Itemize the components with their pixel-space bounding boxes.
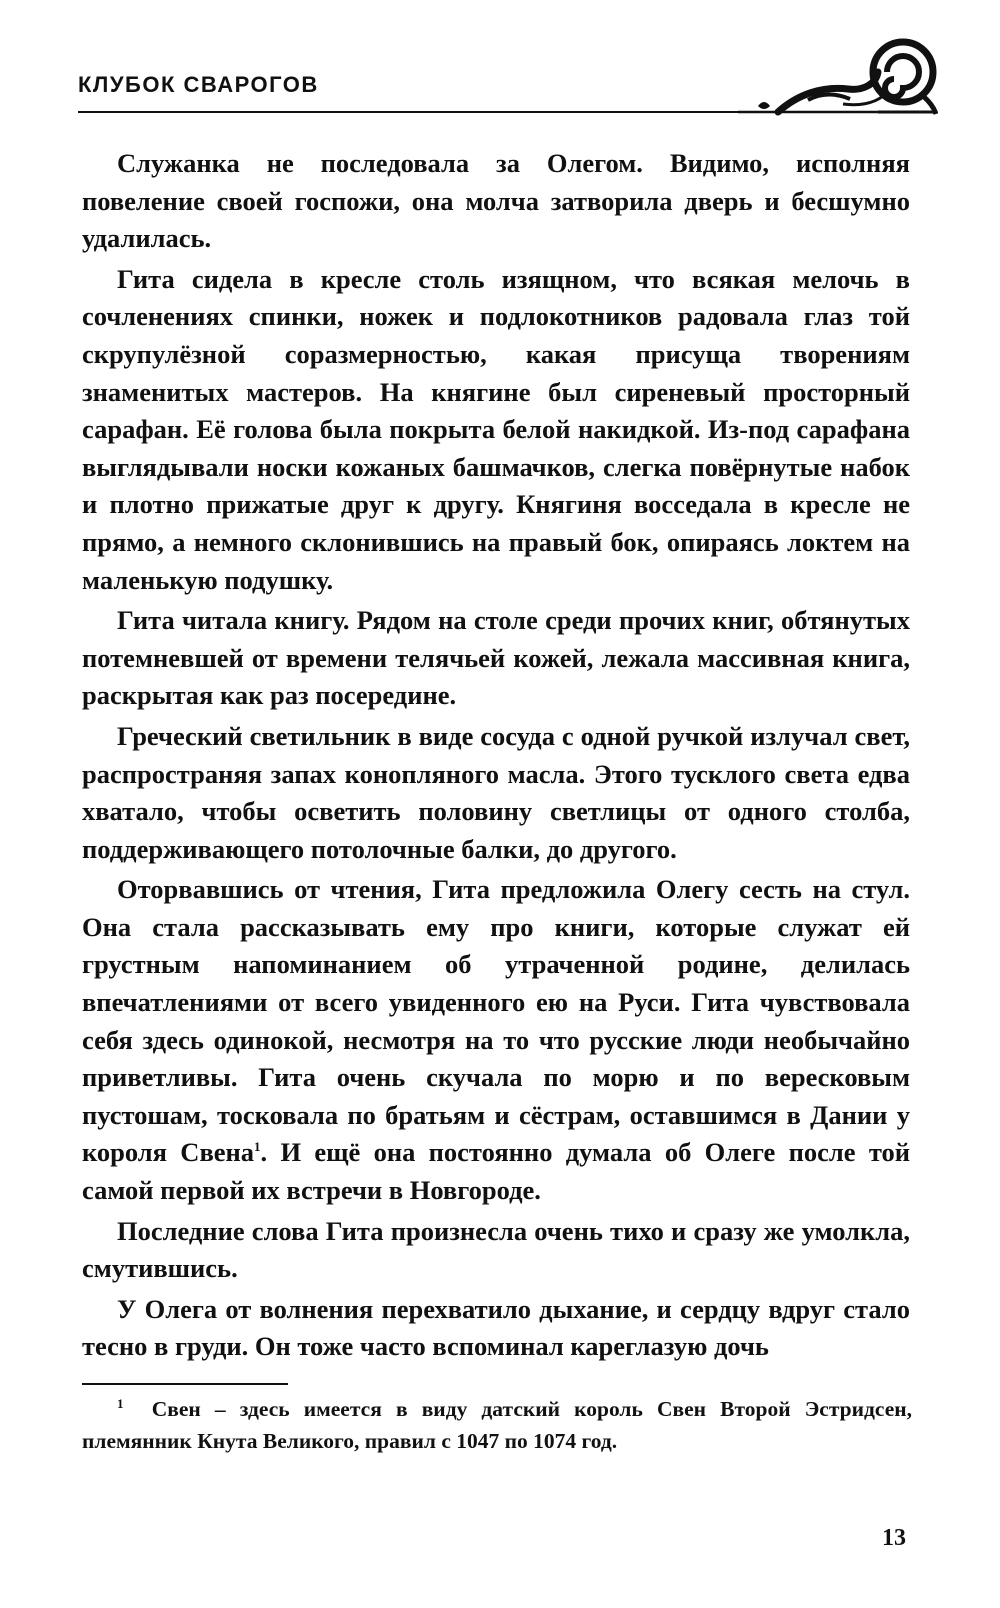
footnote-reference: 1 [254, 1139, 261, 1155]
page-number: 13 [882, 1525, 906, 1551]
footnote-text [82, 1393, 912, 1457]
paragraph: Служанка не последовала за Олегом. Видимо, исполняя повеление своей госпожи, она молча затворила дверь и бесшумно удалилась. [82, 148, 910, 254]
footnote-marker: 1 [117, 1395, 124, 1411]
paragraph: Гита читала книгу. Рядом на столе среди прочих книг, обтянутых потемневшей от времени телячьей кожей, лежала массивная книга, раскрытая как раз посередине. [82, 605, 910, 711]
footnote-body: Свен – здесь имеется в виду датский король Свен Второй Эстридсен, племянник Кнута Великого, правил с 1047 по 1074 год. [82, 1397, 912, 1453]
paragraph-text: Оторвавшись от чтения, Гита предложила Олегу сесть на стул. Она стала рассказывать ему про книги, которые служат ей грустным напоминанием об утраченной родине, делилась впечатлениями от всего увиденного ею на Руси. Гита чувствовала себя здесь одинокой, несмотря на то что русские люди необычайно приветливы. Гита очень скучала по морю и по вересковым пустошам, тосковала по братьям и сёстрам, оставшимся в Дании у короля Свена [82, 874, 910, 1168]
paragraph [82, 871, 910, 1209]
paragraph: Гита сидела в кресле столь изящном, что всякая мелочь в сочленениях спинки, ножек и подлокотников радовала глаз той скрупулёзной соразмерностью, какая присуща творениям знаменитых мастеров. На княгине был сиреневый просторный сарафан. Её голова была покрыта белой накидкой. Из-под сарафана выглядывали носки кожаных башмачков, слегка повёрнутые набок и плотно прижатые друг к другу. Княгиня восседала в кресле не прямо, а немного склонившись на правый бок, опираясь локтем на маленькую подушку. [82, 263, 910, 595]
paragraph: Греческий светильник в виде сосуда с одной ручкой излучал свет, распространяя запах конопляного масла. Этого тусклого света едва хватало, чтобы осветить половину светлицы от одного столба, поддерживающего потолочные балки, до другого. [82, 720, 910, 864]
header-rule [78, 111, 758, 113]
scroll-ornament-icon [738, 34, 938, 119]
running-head [78, 64, 933, 120]
body-text [82, 145, 910, 1369]
paragraph: Последние слова Гита произнесла очень тихо и сразу же умолкла, смутившись. [82, 1215, 910, 1284]
footnote-rule [82, 1383, 288, 1385]
paragraph-text-tail: . И ещё она постоянно думала об Олеге после той самой первой их встречи в Новгороде. [82, 1137, 910, 1206]
running-title: КЛУБОК СВАРОГОВ [78, 72, 319, 97]
paragraph: У Олега от волнения перехватило дыхание, и сердцу вдруг стало тесно в груди. Он тоже часто вспоминал кареглазую дочь [82, 1293, 910, 1362]
footnote [82, 1393, 912, 1457]
